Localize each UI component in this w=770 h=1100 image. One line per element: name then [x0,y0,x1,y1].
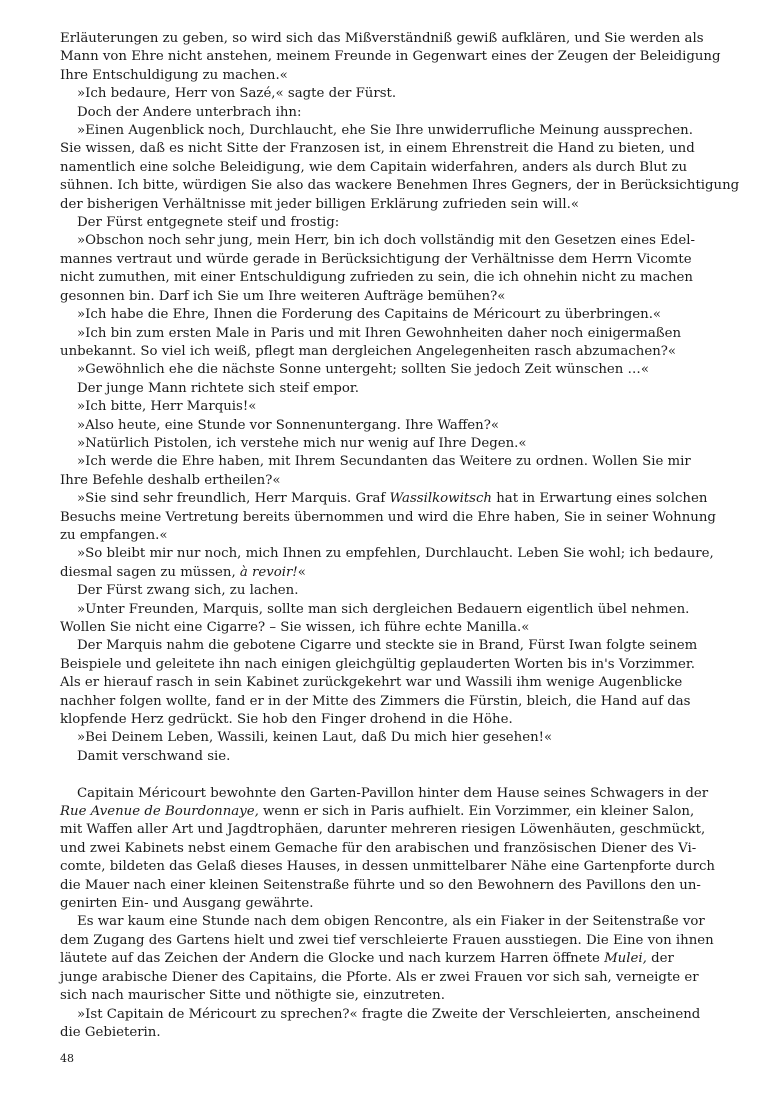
text-run: nicht zumuthen, mit einer Entschuldigung zufrieden zu sein, die ich ohnehin nicht zu machen [60,270,693,286]
text-run: klopfende Herz gedrückt. Sie hob den Finger drohend in die Höhe. [60,712,513,728]
text-line [60,140,695,158]
text-line [60,821,706,839]
text-run: Capitain Méricourt bewohnte den Garten-Pavillon hinter dem Hause seines Schwagers in der [77,785,709,801]
text-line [60,803,695,821]
text-run: Es war kaum eine Stunde nach dem obigen Rencontre, als ein Fiaker in der Seitenstraße vor [77,914,705,930]
text-line [60,932,714,950]
text-line [60,711,653,729]
text-run: Doch der Andere unterbrach ihn: [77,104,302,120]
text-run: Der Marquis nahm die gebotene Cigarre und steckte sie in Brand, Fürst Iwan folgte seinem [77,638,698,654]
text-line [60,417,653,435]
text-line [60,674,683,692]
text-line [60,582,653,600]
text-run: »Gewöhnlich ehe die nächste Sonne untergeht; sollten Sie jedoch Zeit wünschen …« [77,362,649,378]
text-line [60,509,716,527]
text-line [60,361,653,379]
text-line [60,527,653,545]
text-run: Der junge Mann richtete sich steif empor. [77,380,360,396]
text-line [60,969,699,987]
text-run: dem Zugang des Gartens hielt und zwei tief verschleierte Frauen ausstiegen. Die Eine von ihnen [60,932,714,948]
text-run: »Sie sind sehr freundlich, Herr Marquis. Graf [77,491,390,507]
text-line [60,325,682,343]
text-line [60,306,662,324]
text-run: »Ich habe die Ehre, Ihnen die Forderung des Capitains de Méricourt zu überbringen.« [77,307,662,323]
text-line [60,269,693,287]
text-line [60,435,653,453]
text-run: diesmal sagen zu müssen, [60,564,240,580]
text-line [60,601,690,619]
text-line [60,656,696,674]
text-run: unbekannt. So viel ich weiß, pflegt man dergleichen Angelegenheiten rasch abzumachen?« [60,343,677,359]
text-run: »Ist Capitain de Méricourt zu sprechen?« fragte die Zweite der Verschleierten, anscheinend [77,1006,701,1022]
text-line [60,30,704,48]
text-run: gesonnen bin. Darf ich Sie um Ihre weiteren Aufträge bemühen?« [60,288,506,304]
text-line [60,785,709,803]
text-run: sich nach maurischer Sitte und nöthigte sie, einzutreten. [60,988,445,1004]
text-run: »Unter Freunden, Marquis, sollte man sich dergleichen Bedauern eigentlich übel nehmen. [77,601,690,617]
text-run: läutete auf das Zeichen der Andern die Glocke und nach kurzem Harren öffnete [60,951,605,967]
text-line [60,472,653,490]
text-line [60,453,691,471]
text-run: junge arabische Diener des Capitains, die Pforte. Als er zwei Frauen vor sich sah, verneigte er [60,969,699,985]
text-run: »Natürlich Pistolen, ich verstehe mich nur wenig auf Ihre Degen.« [77,435,527,451]
text-line [60,380,653,398]
text-run: mit Waffen aller Art und Jagdtrophäen, darunter mehreren riesigen Löwenhäuten, geschmückt, [60,822,706,838]
text-run: Ihre Befehle deshalb ertheilen?« [60,472,281,488]
text-line [60,987,653,1005]
text-line [60,1024,653,1042]
text-line [60,729,653,747]
text-line [60,122,693,140]
text-line [60,637,698,655]
text-run: Damit verschwand sie. [77,748,231,764]
text-run: »Ich bedaure, Herr von Sazé,« sagte der Fürst. [77,86,397,102]
text-run: wenn er sich in Paris aufhielt. Ein Vorzimmer, ein kleiner Salon, [258,804,695,820]
text-line [60,950,674,968]
text-run: Ihre Entschuldigung zu machen.« [60,67,288,83]
text-run: Sie wissen, daß es nicht Sitte der Franzosen ist, in einem Ehrenstreit die Hand zu bieten, und [60,141,695,157]
text-run: mannes vertraut und würde gerade in Berücksichtigung der Verhältnisse dem Herrn Vicomte [60,251,692,267]
text-run: Mann von Ehre nicht anstehen, meinem Freunde in Gegenwart eines der Zeugen der Beleidigung [60,49,721,65]
text-line [60,251,692,269]
text-line [60,748,653,766]
text-line [60,693,691,711]
text-run: Wollen Sie nicht eine Cigarre? – Sie wissen, ich führe echte Manilla.« [60,620,530,635]
text-line [60,398,653,416]
text-run: »Ich bin zum ersten Male in Paris und mit Ihren Gewohnheiten daher noch einigermaßen [77,325,682,341]
text-run: Der Fürst entgegnete steif und frostig: [77,215,340,231]
text-line [60,85,653,103]
text-run: zu empfangen.« [60,527,168,543]
text-line [60,545,714,563]
page-number: 48 [60,1052,74,1065]
text-run: und zwei Kabinets nebst einem Gemache für den arabischen und französischen Diener des Vi- [60,840,697,856]
text-line [60,67,653,85]
text-line [60,196,653,214]
text-run: »Ich werde die Ehre haben, mit Ihrem Secundanten das Weitere zu ordnen. Wollen Sie mir [77,454,691,470]
text-run: namentlich eine solche Beleidigung, wie dem Capitain widerfahren, anders als durch Blut zu [60,159,688,175]
text-line [60,490,708,508]
text-line [60,913,705,931]
text-run: der [646,951,674,967]
text-line [60,895,653,913]
text-run: Als er hierauf rasch in sein Kabinet zurückgekehrt war und Wassili ihm wenige Augenblicke [60,675,683,691]
text-run: »Also heute, eine Stunde vor Sonnenuntergang. Ihre Waffen?« [77,417,499,433]
text-line [60,177,740,195]
text-run: comte, bildeten das Gelaß dieses Hauses, in dessen unmittelbarer Nähe eine Gartenpforte durch [60,859,715,875]
text-run: sühnen. Ich bitte, würdigen Sie also das wackere Benehmen Ihres Gegners, der in Berücksichtigung [60,178,740,194]
italic-run: Rue Avenue de Bourdonnaye, [60,804,259,820]
text-run: die Gebieterin. [60,1024,161,1040]
text-run: Der Fürst zwang sich, zu lachen. [77,583,299,599]
text-line [60,48,721,66]
text-run: nachher folgen wollte, fand er in der Mitte des Zimmers die Fürstin, bleich, die Hand auf das [60,693,691,709]
text-line [60,343,677,361]
text-run: « [297,564,306,580]
text-line [60,288,653,306]
text-line [60,619,653,637]
text-line [60,858,715,876]
text-run: »Obschon noch sehr jung, mein Herr, bin ich doch vollständig mit den Gesetzen eines Edel- [77,233,695,249]
text-line [60,232,695,250]
page-body [60,30,740,1042]
text-run: Besuchs meine Vertretung bereits übernommen und wird die Ehre haben, Sie in seiner Wohnung [60,509,716,525]
text-line [60,104,653,122]
text-line [60,564,653,582]
italic-run: à revoir! [239,564,298,580]
text-run: genirten Ein- und Ausgang gewährte. [60,896,314,912]
italic-run: Mulei, [604,951,647,967]
text-run: die Mauer nach einer kleinen Seitenstraße führte und so den Bewohnern des Pavillons den un- [60,877,701,893]
text-line [60,840,697,858]
italic-run: Wassilkowitsch [389,491,492,507]
text-run: Erläuterungen zu geben, so wird sich das Mißverständniß gewiß aufklären, und Sie werden als [60,31,704,46]
text-run: »Einen Augenblick noch, Durchlaucht, ehe Sie Ihre unwiderrufliche Meinung aussprechen. [77,123,693,139]
text-line [60,1006,701,1024]
text-run: Beispiele und geleitete ihn nach einigen gleichgültig geplauderten Worten bis in's Vorzimmer. [60,656,696,672]
text-run: »So bleibt mir nur noch, mich Ihnen zu empfehlen, Durchlaucht. Leben Sie wohl; ich bedaure, [77,546,714,562]
text-line [60,214,653,232]
text-run: hat in Erwartung eines solchen [492,491,708,507]
section-break [60,766,653,784]
text-line [60,877,701,895]
text-run: »Ich bitte, Herr Marquis!« [77,399,257,415]
text-line [60,159,688,177]
text-run: »Bei Deinem Leben, Wassili, keinen Laut, daß Du mich hier gesehen!« [77,730,553,746]
text-run: der bisherigen Verhältnisse mit jeder billigen Erklärung zufrieden sein will.« [60,196,580,212]
